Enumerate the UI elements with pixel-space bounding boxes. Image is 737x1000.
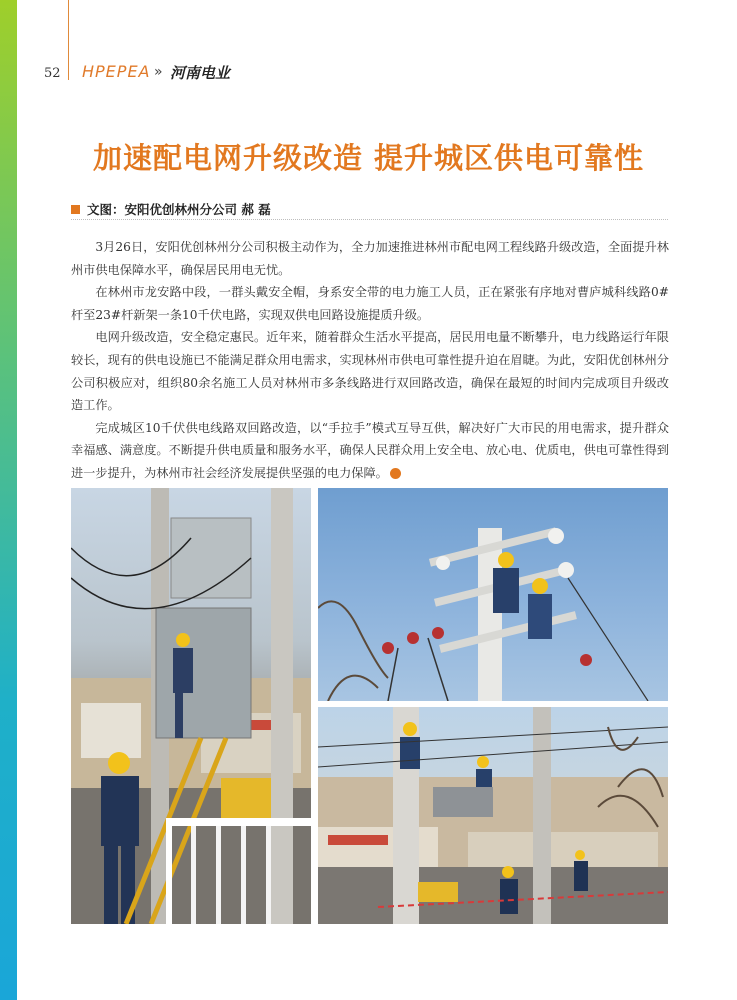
brand-logo: HPEPEA [82,62,151,81]
photo-street-poles [318,707,668,924]
paragraph: 电网升级改造，安全稳定惠民。近年来，随着群众生活水平提高，居民用电量不断攀升，电力线路运行年限较长，现有的供电设施已不能满足群众用电需求，实现林州市供电可靠性提升迫在眉睫。为此，安阳优创林州分公司积极应对，组织80余名施工人员对林州市多条线路进行双回路改造，确保在最短的时间内完成项目升级改造工作。 [71,330,669,413]
article-byline: 文图：安阳优创林州分公司 郝 磊 [87,202,271,217]
page-number: 52 [44,66,61,81]
byline-marker-icon [71,205,80,214]
paragraph [71,417,669,485]
paragraph: 3月26日，安阳优创林州分公司积极主动作为，全力加速推进林州市配电网工程线路升级改造，全面提升林州市供电保障水平，确保居民用电无忧。 [71,240,669,277]
paragraph-text: 完成城区10千伏供电线路双回路改造，以“手拉手”模式互导互供，解决好广大市民的用电需求，提升群众幸福感、满意度。不断提升供电质量和服务水平，确保人民群众用上安全电、放心电、优质电，供电可靠性得到进一步提升，为林州市社会经济发展提供坚强的电力保障。 [71,420,669,480]
article-title: 加速配电网升级改造 提升城区供电可靠性 [92,141,645,175]
paragraph: 在林州市龙安路中段，一群头戴安全帽，身系安全带的电力施工人员，正在紧张有序地对曹庐城科线路0#杆至23#杆新架一条10千伏电路，实现双供电回路设施提质升级。 [71,285,669,322]
brand-arrows: » [154,64,163,80]
end-mark-icon: Ⓔ [390,468,401,479]
header-divider [68,0,69,80]
byline-divider [71,219,668,220]
photo-crossarm-workers [318,488,668,701]
article-body [71,236,669,485]
brand-name: 河南电业 [170,64,231,82]
photo-transformer-pole [71,488,311,924]
